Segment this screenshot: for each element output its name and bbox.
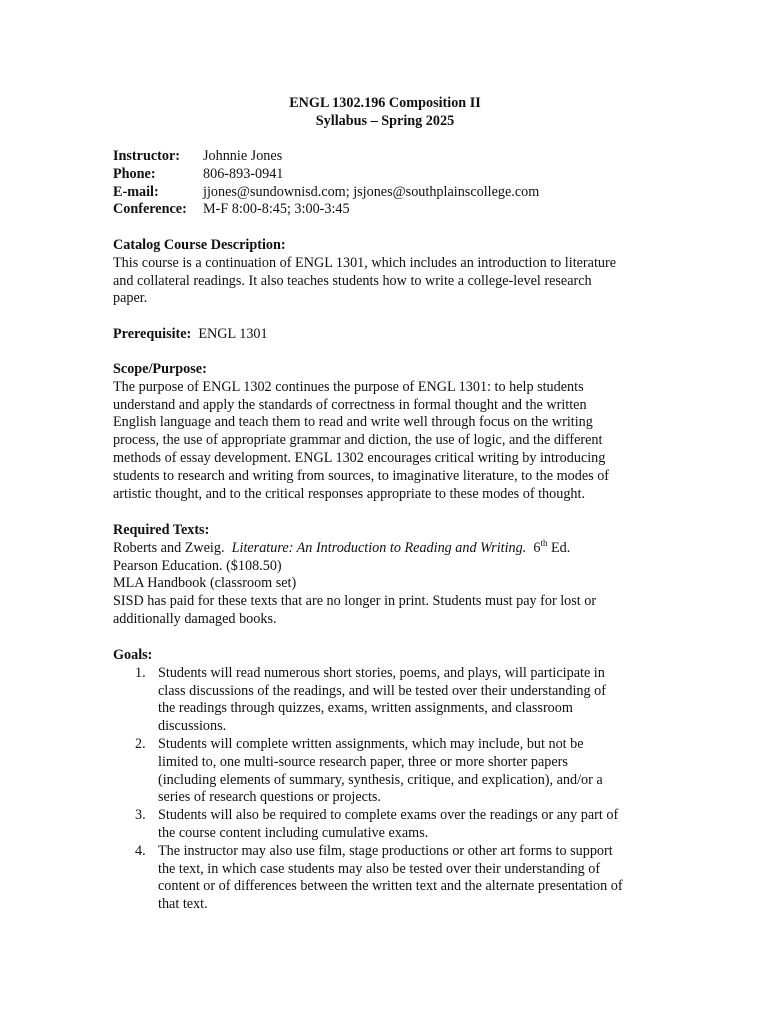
required-texts-section: [113, 522, 633, 629]
list-item-line: (including elements of summary, synthesis, critique, and explication), and/or a: [158, 771, 603, 788]
paragraph-line: understand and apply the standards of correctness in formal thought and the written: [113, 396, 587, 413]
info-value: M-F 8:00-8:45; 3:00-3:45: [203, 201, 350, 218]
list-item-line: the text, in which case students may also be tested over their understanding of: [158, 860, 601, 877]
list-item-line: limited to, one multi-source research paper, three or more shorter papers: [158, 753, 568, 770]
list-item-line: Students will read numerous short stories, poems, and plays, will participate in: [158, 664, 605, 681]
info-row-instructor: [113, 148, 539, 166]
list-number: 3.: [135, 807, 146, 824]
paragraph-line: artistic thought, and to the critical responses appropriate to these modes of thought.: [113, 485, 586, 502]
list-item-line: the readings through quizzes, exams, written assignments, and classroom: [158, 700, 573, 717]
list-item-line: series of research questions or projects.: [158, 789, 381, 806]
paragraph-line: and collateral readings. It also teaches students how to write a college-level research: [113, 272, 592, 289]
info-label: Conference:: [113, 201, 187, 218]
paragraph-line: methods of essay development. ENGL 1302 encourages critical writing by introducing: [113, 449, 606, 466]
list-item: [113, 843, 633, 914]
citation-title: Literature: An Introduction to Reading and Writing.: [231, 539, 527, 556]
paragraph-line: additionally damaged books.: [113, 610, 277, 627]
section-heading: Scope/Purpose:: [113, 361, 207, 377]
info-label: Phone:: [113, 165, 156, 182]
list-item-line: The instructor may also use film, stage productions or other art forms to support: [158, 842, 613, 859]
paragraph-line: SISD has paid for these texts that are no longer in print. Students must pay for lost or: [113, 593, 597, 610]
paragraph-line: process, the use of appropriate grammar and diction, the use of logic, and the different: [113, 432, 603, 449]
info-row-conference: [113, 201, 539, 219]
list-item: [113, 807, 633, 843]
list-item-line: class discussions of the readings, and will be tested over their understanding of: [158, 682, 606, 699]
scope-section: [113, 361, 633, 503]
list-item-line: Students will complete written assignments, which may include, but not be: [158, 735, 584, 752]
section-heading: Prerequisite:: [113, 326, 192, 342]
list-item: [113, 665, 633, 736]
list-number: 1.: [135, 664, 146, 681]
section-heading: Goals:: [113, 647, 153, 663]
citation-authors: Roberts and Zweig.: [113, 539, 232, 556]
document-subtitle: Syllabus – Spring 2025: [315, 113, 455, 129]
paragraph-line: students to research and writing from sources, to imaginative literature, to the modes of: [113, 467, 610, 484]
goals-section: [113, 647, 633, 914]
prerequisite-value: ENGL 1301: [198, 326, 268, 342]
document-title: ENGL 1302.196 Composition II: [289, 95, 481, 111]
paragraph-line: This course is a continuation of ENGL 1301, which includes an introduction to literature: [113, 254, 617, 271]
goals-list: [113, 665, 633, 914]
list-item-line: discussions.: [158, 718, 227, 735]
paragraph-line: The purpose of ENGL 1302 continues the purpose of ENGL 1301: to help students: [113, 378, 584, 395]
info-value: Johnnie Jones: [203, 148, 283, 164]
section-heading: Required Texts:: [113, 522, 210, 538]
paragraph-line: English language and teach them to read and write well through focus on the writing: [113, 414, 593, 431]
citation-edition-label: Ed.: [547, 539, 571, 556]
list-number: 2.: [135, 735, 146, 752]
paragraph-line: paper.: [113, 290, 148, 307]
citation-edition: 6: [526, 539, 541, 556]
list-item-line: content or of differences between the written text and the alternate presentation of: [158, 878, 623, 895]
prerequisite-section: [113, 326, 633, 344]
list-item-line: the course content including cumulative exams.: [158, 824, 429, 841]
section-heading: Catalog Course Description:: [113, 237, 286, 253]
paragraph-line: Pearson Education. ($108.50): [113, 557, 282, 574]
textbook-citation: [113, 537, 633, 558]
citation-edition-suffix: th: [540, 537, 548, 548]
info-label: E-mail:: [113, 183, 159, 200]
instructor-info: [113, 148, 539, 219]
list-item-line: Students will also be required to complete exams over the readings or any part of: [158, 807, 619, 824]
info-row-email: [113, 184, 539, 202]
paragraph-line: MLA Handbook (classroom set): [113, 575, 297, 592]
info-value: 806-893-0941: [203, 165, 284, 182]
info-row-phone: [113, 166, 539, 184]
list-item: [113, 736, 633, 807]
catalog-section: [113, 237, 633, 308]
list-item-line: that text.: [158, 896, 208, 913]
info-label: Instructor:: [113, 148, 180, 164]
list-number: 4.: [135, 842, 146, 859]
info-value: jjones@sundownisd.com; jsjones@southplainscollege.com: [203, 183, 540, 200]
